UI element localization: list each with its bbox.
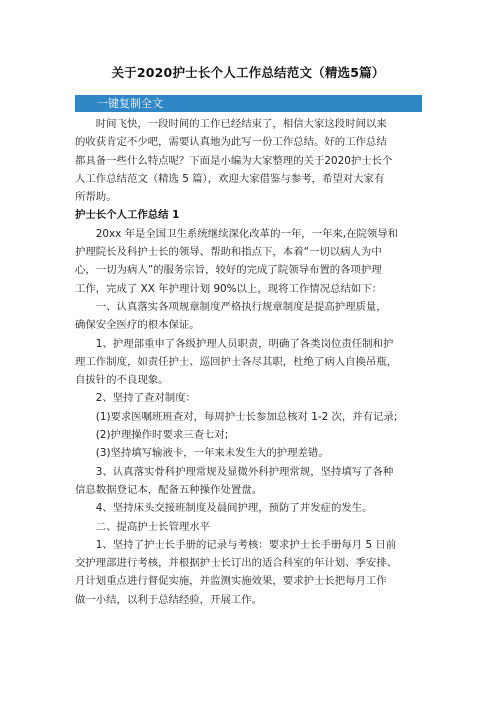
- paragraph-line: 所帮助。: [75, 191, 117, 204]
- copy-full-text-button[interactable]: 一键复制全文: [75, 95, 422, 112]
- paragraph-line: (3)坚持填写输液卡，一年来未发生大的护理差错。: [75, 447, 329, 460]
- paragraph-line: 工作，完成了 XX 年护理计划 90%以上，现将工作情况总结如下：: [75, 282, 383, 295]
- paragraph-line: 月计划重点进行督促实施，并监测实施效果，要求护士长把每月工作: [75, 575, 387, 588]
- paragraph-line: 20xx 年是全国卫生系统继续深化改革的一年，一年来,在院领导和: [75, 227, 399, 240]
- document-title: 关于2020护士长个人工作总结范文（精选5篇）: [111, 65, 385, 80]
- paragraph-line: 一、认真落实各项规章制度严格执行规章制度是提高护理质量，: [75, 300, 387, 313]
- paragraph-line: 确保安全医疗的根本保证。: [75, 319, 200, 332]
- paragraph-line: 的收获肯定不少吧，需要认真地为此写一份工作总结。好的工作总结: [75, 136, 387, 149]
- paragraph-line: 人工作总结范文（精选 5 篇），欢迎大家借鉴与参考，希望对大家有: [75, 172, 385, 185]
- document-body: [75, 115, 431, 609]
- paragraph-line: 交护理部进行考核，并根据护士长订出的适合科室的年计划、季安排、: [75, 557, 398, 570]
- paragraph-line: 3、认真落实骨科护理常规及显微外科护理常规，坚持填写了各种: [75, 465, 394, 478]
- paragraph-line: 都具备一些什么特点呢？下面是小编为大家整理的关于2020护士长个: [75, 154, 393, 167]
- paragraph-line: 1、护理部重申了各级护理人员职责，明确了各类岗位责任制和护: [75, 337, 394, 350]
- section-heading: 护士长个人工作总结 1: [75, 209, 180, 222]
- paragraph-line: 时间飞快，一段时间的工作已经结束了，相信大家这段时间以来: [75, 118, 387, 130]
- paragraph-line: 信息数据登记本，配备五种操作处置盘。: [75, 483, 263, 496]
- paragraph-line: 2、坚持了查对制度：: [75, 392, 196, 405]
- paragraph-line: (1)要求医嘱班班查对，每周护士长参加总核对 1-2 次，并有记录;: [75, 410, 398, 423]
- paragraph-line: 4、坚持床头交接班制度及晨间护理，预防了并发症的发生。: [75, 502, 373, 515]
- paragraph-line: 二、提高护士长管理水平: [75, 520, 211, 533]
- paragraph-line: (2)护理操作时要求三查七对;: [75, 429, 229, 442]
- paragraph-line: 自拔针的不良现象。: [75, 374, 169, 387]
- paragraph-line: 理工作制度，如责任护士、巡回护士各尽其职，杜绝了病人自换吊瓶，: [75, 355, 398, 368]
- paragraph-line: 心，一切为病人”的服务宗旨，较好的完成了院领导布置的各项护理: [75, 264, 382, 277]
- paragraph-line: 护理院长及科护士长的领导、帮助和指点下，本着“一切以病人为中: [75, 246, 382, 259]
- paragraph-line: 1、坚持了护士长手册的记录与考核：要求护士长手册每月 5 日前: [75, 538, 397, 551]
- paragraph-line: 做一小结，以利于总结经验，开展工作。: [75, 593, 263, 606]
